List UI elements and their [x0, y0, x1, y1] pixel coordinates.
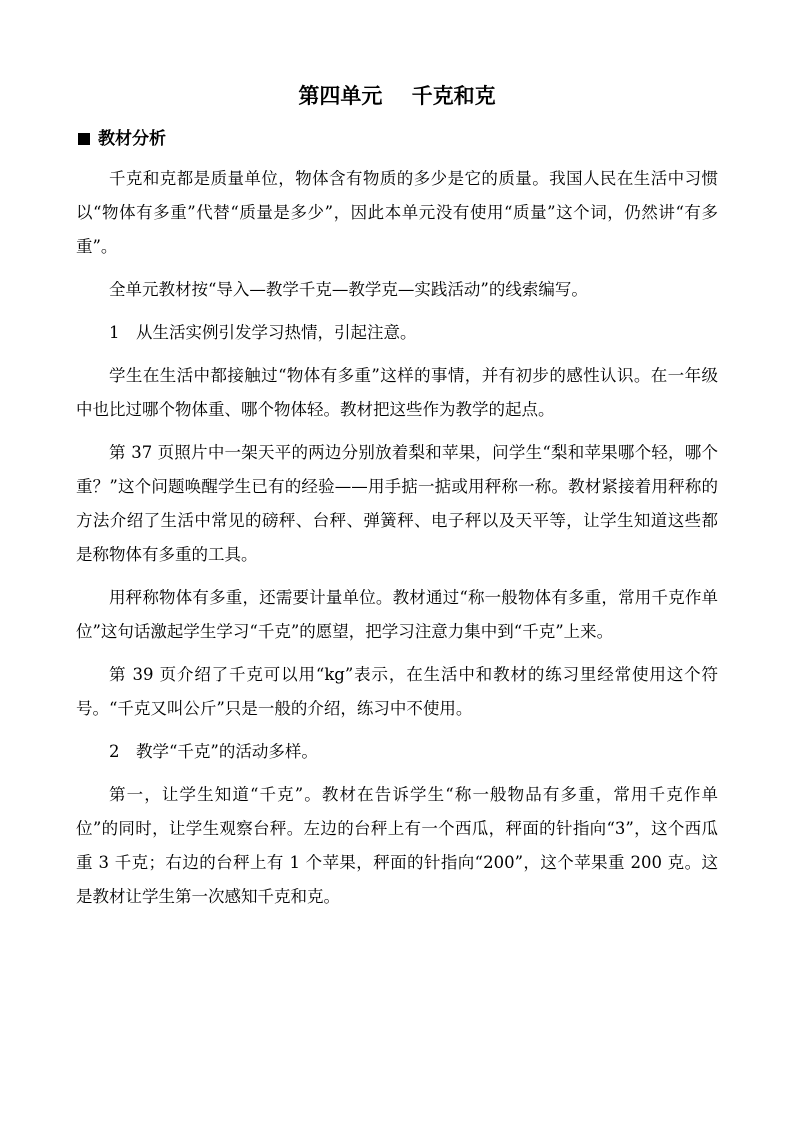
paragraph: 2 教学“千克”的活动多样。: [109, 742, 318, 761]
paragraph: 第 39 页介绍了千克可以用“kg”表示，在生活中和教材的练习里经常使用这个符号。“千克又叫公斤”只是一般的介绍，练习中不使用。: [76, 665, 718, 718]
paragraph: 第 37 页照片中一架天平的两边分别放着梨和苹果，问学生“梨和苹果哪个轻，哪个重？”这个问题唤醒学生已有的经验——用手掂一掂或用秤称一称。教材紧接着用秤称的方法介绍了生活中常见的磅秤、台秤、弹簧秤、电子秤以及天平等，让学生知道这些都是称物体有多重的工具。: [76, 443, 718, 564]
paragraph: 全单元教材按“导入—教学千克—教学克—实践活动”的线索编写。: [109, 280, 588, 299]
paragraph: 学生在生活中都接触过“物体有多重”这样的事情，并有初步的感性认识。在一年级中也比过哪个物体重、哪个物体轻。教材把这些作为教学的起点。: [76, 366, 718, 419]
paragraph: 千克和克都是质量单位，物体含有物质的多少是它的质量。我国人民在生活中习惯以“物体有多重”代替“质量是多少”，因此本单元没有使用“质量”这个词，仍然讲“有多重”。: [76, 169, 718, 256]
section-heading: [76, 126, 718, 152]
document-page: [76, 82, 718, 914]
section-heading-label: 教材分析: [98, 129, 166, 149]
page-title: 第四单元 千克和克: [298, 84, 496, 108]
paragraph: 1 从生活实例引发学习热情，引起注意。: [109, 323, 417, 342]
document-body: [76, 162, 718, 914]
paragraph: 第一，让学生知道“千克”。教材在告诉学生“称一般物品有多重，常用千克作单位”的同时，让学生观察台秤。左边的台秤上有一个西瓜，秤面的针指向“3”，这个西瓜重 3 千克；右边的台秤上有 1 个苹果，秤面的针指向“200”，这个苹果重 200 克。这是教材让学生第一次感知千克和克。: [76, 785, 718, 906]
black-square-icon: [78, 133, 90, 145]
paragraph: 用秤称物体有多重，还需要计量单位。教材通过“称一般物体有多重，常用千克作单位”这句话激起学生学习“千克”的愿望，把学习注意力集中到“千克”上来。: [76, 588, 718, 641]
